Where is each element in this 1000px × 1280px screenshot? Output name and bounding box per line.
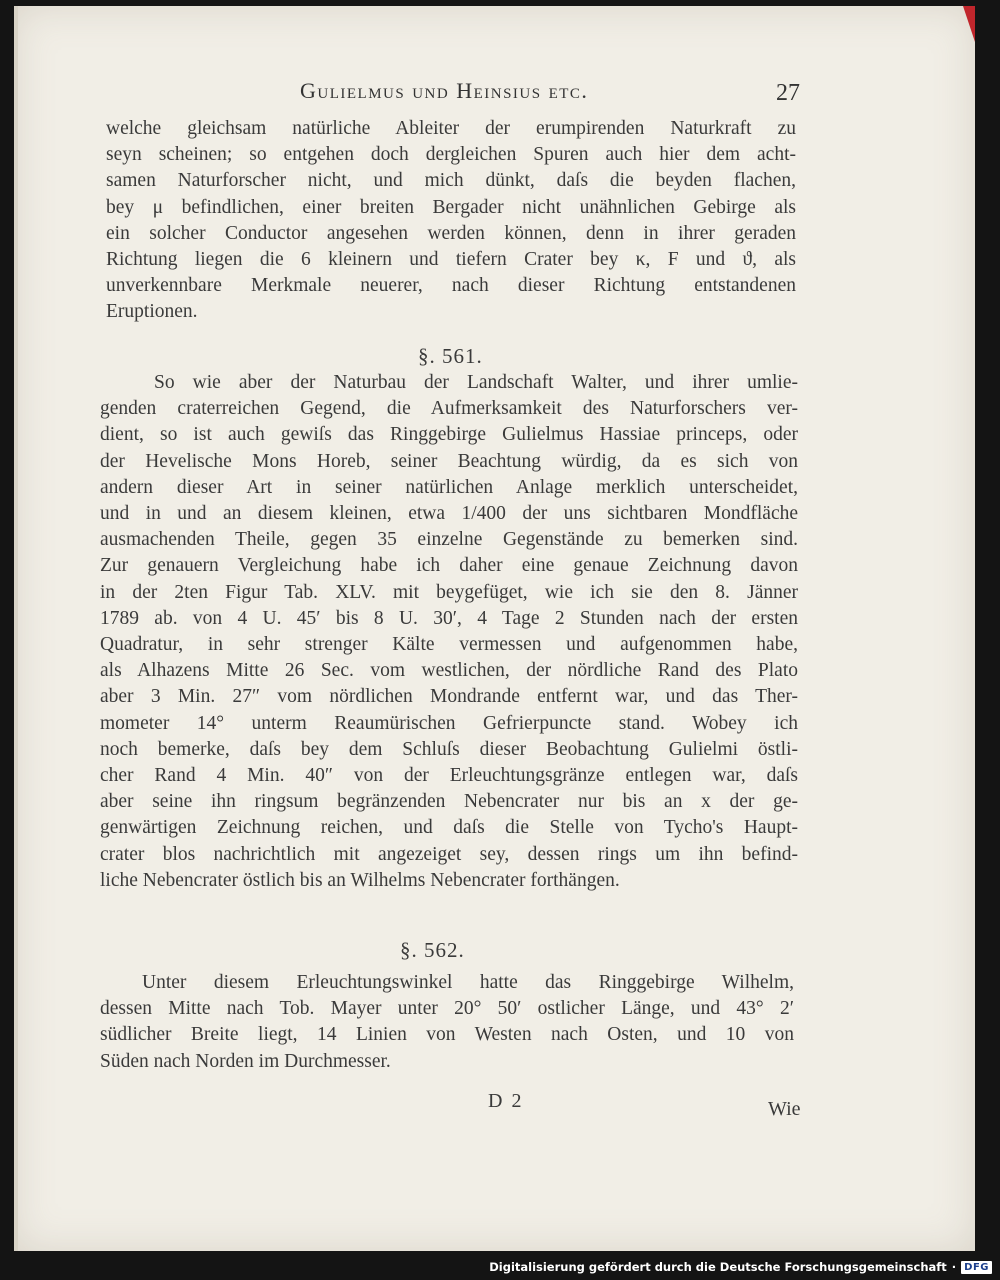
text-line: aber 3 Min. 27″ vom nördlichen Mondrande entfernt war, und das Ther- bbox=[100, 686, 798, 708]
section-heading-562: §. 562. bbox=[400, 938, 465, 962]
running-head: Gulielmus und Heinsius etc. bbox=[300, 78, 589, 103]
text-line: der Hevelische Mons Horeb, seiner Beachtung würdig, da es sich von bbox=[100, 450, 798, 472]
text-line: andern dieser Art in seiner natürlichen Anlage merklich unterscheidet, bbox=[100, 476, 798, 498]
text-line: dient, so ist auch gewiſs das Ringgebirge Gulielmus Hassiae princeps, oder bbox=[100, 424, 798, 446]
text-line: crater blos nachrichtlich mit angezeiget sey, dessen rings um ihn befind- bbox=[100, 843, 798, 865]
text-line: Eruptionen. bbox=[106, 301, 198, 323]
page-number: 27 bbox=[776, 80, 800, 106]
text-line: aber seine ihn ringsum begränzenden Nebencrater nur bis an x der ge- bbox=[100, 791, 798, 813]
text-line: welche gleichsam natürliche Ableiter der erumpirenden Naturkraft zu bbox=[106, 118, 796, 139]
paragraph-3 bbox=[100, 970, 794, 1075]
text-line: ausmachenden Theile, gegen 35 einzelne Gegenstände zu bemerken sind. bbox=[100, 529, 798, 551]
text-line: genwärtigen Zeichnung reichen, und daſs die Stelle von Tycho's Haupt- bbox=[100, 817, 798, 839]
paragraph-2 bbox=[100, 370, 798, 894]
text-line: mometer 14° unterm Reaumürischen Gefrierpuncte stand. Wobey ich bbox=[100, 712, 798, 734]
text-line: als Alhazens Mitte 26 Sec. vom westlichen, der nördliche Rand des Plato bbox=[100, 660, 798, 682]
page-edge bbox=[14, 6, 18, 1251]
dfg-logo: DFG bbox=[961, 1261, 992, 1274]
text-line: Süden nach Norden im Durchmesser. bbox=[100, 1050, 391, 1072]
catchword: Wie bbox=[768, 1098, 801, 1120]
text-line: bey μ befindlichen, einer breiten Bergader nicht unähnlichen Gebirge als bbox=[106, 196, 796, 218]
section-heading-561: §. 561. bbox=[418, 344, 483, 368]
text-line: Zur genauern Vergleichung habe ich daher eine genaue Zeichnung davon bbox=[100, 555, 798, 577]
text-line: und in und an diesem kleinen, etwa 1/400 der uns sichtbaren Mondfläche bbox=[100, 503, 798, 525]
signature-mark: D 2 bbox=[488, 1090, 524, 1112]
text-line: cher Rand 4 Min. 40″ von der Erleuchtungsgränze entlegen war, daſs bbox=[100, 765, 798, 787]
corner-bookmark bbox=[963, 6, 975, 42]
text-line: noch bemerke, daſs bey dem Schluſs dieser Beobachtung Gulielmi östli- bbox=[100, 738, 798, 760]
text-line: liche Nebencrater östlich bis an Wilhelms Nebencrater forthängen. bbox=[100, 869, 620, 891]
text-line: 1789 ab. von 4 U. 45′ bis 8 U. 30′, 4 Tage 2 Stunden nach der ersten bbox=[100, 607, 798, 629]
footer-separator: · bbox=[951, 1260, 957, 1274]
text-line: dessen Mitte nach Tob. Mayer unter 20° 50′ ostlicher Länge, und 43° 2′ bbox=[100, 998, 794, 1020]
footer-text: Digitalisierung gefördert durch die Deutsche Forschungsgemeinschaft bbox=[489, 1260, 947, 1274]
text-line: südlicher Breite liegt, 14 Linien von Westen nach Osten, und 10 von bbox=[100, 1024, 794, 1046]
text-line: Richtung liegen die 6 kleinern und tiefern Crater bey κ, F und ϑ, als bbox=[106, 249, 796, 271]
footer-credit bbox=[489, 1260, 992, 1274]
text-line: ein solcher Conductor angesehen werden können, denn in ihrer geraden bbox=[106, 222, 796, 244]
text-line: seyn scheinen; so entgehen doch dergleichen Spuren auch hier dem acht- bbox=[106, 144, 796, 166]
text-line: Quadratur, in sehr strenger Kälte vermessen und aufgenommen habe, bbox=[100, 634, 798, 656]
text-line: in der 2ten Figur Tab. XLV. mit beygefüget, wie ich sie den 8. Jänner bbox=[100, 581, 798, 603]
scanned-page bbox=[14, 6, 975, 1251]
paragraph-1 bbox=[106, 116, 796, 326]
text-line: samen Naturforscher nicht, und mich dünkt, daſs die beyden flachen, bbox=[106, 170, 796, 192]
text-line: Unter diesem Erleuchtungswinkel hatte das Ringgebirge Wilhelm, bbox=[142, 972, 794, 993]
text-line: unverkennbare Merkmale neuerer, nach dieser Richtung entstandenen bbox=[106, 275, 796, 297]
text-line: So wie aber der Naturbau der Landschaft Walter, und ihrer umlie- bbox=[154, 372, 798, 393]
text-line: genden craterreichen Gegend, die Aufmerksamkeit des Naturforschers ver- bbox=[100, 398, 798, 420]
